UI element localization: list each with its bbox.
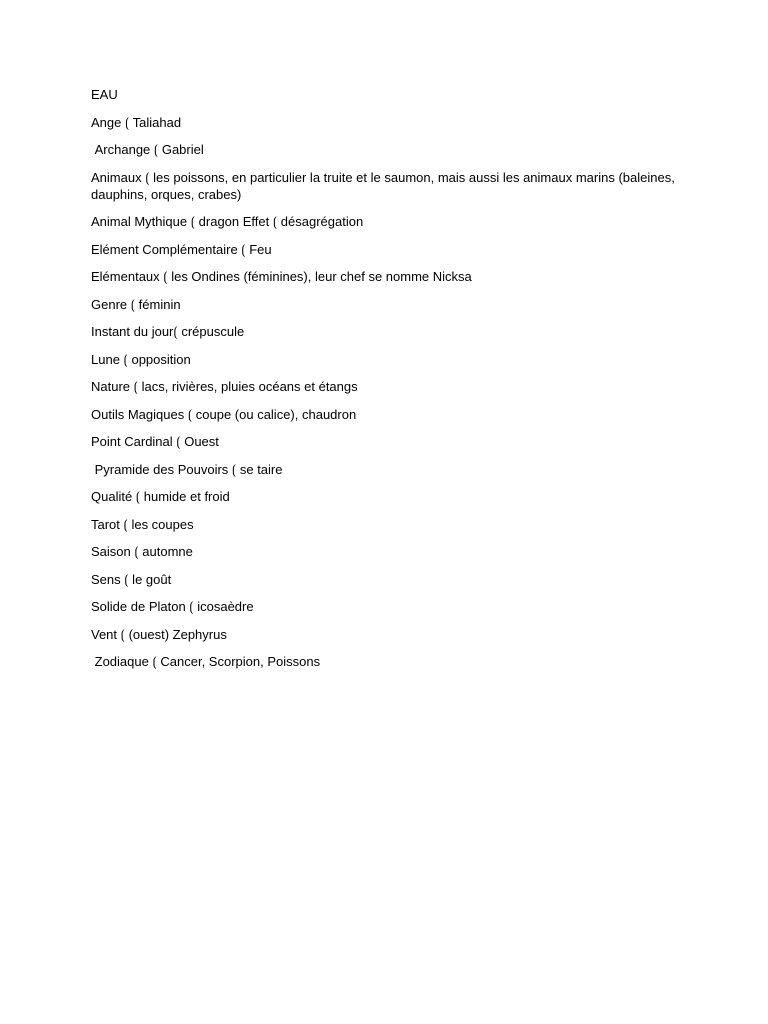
line-qualite: Qualité ⟮ humide et froid [91, 489, 230, 504]
line-lune: Lune ⟮ opposition [91, 351, 191, 367]
line-outils-magiques: Outils Magiques ⟮ coupe (ou calice), chaudron [91, 406, 357, 422]
line-animaux: Animaux ⟮ les poissons, en particulier la truite et le saumon, mais aussi les animaux marins (baleines, dauphins, orques, crabes) [91, 169, 679, 202]
line-instant-du-jour: Instant du jour⟮ crépuscule [91, 324, 245, 339]
line-sens: Sens ⟮ le goût [91, 571, 172, 587]
line-genre: Genre ⟮ féminin [91, 296, 181, 312]
line-solide-de-platon: Solide de Platon ⟮ icosaèdre [91, 599, 254, 614]
line-archange: Archange ⟮ Gabriel [91, 142, 204, 157]
line-element-complementaire: Elément Complémentaire ⟮ Feu [91, 241, 272, 257]
line-saison: Saison ⟮ automne [91, 544, 193, 559]
line-tarot: Tarot ⟮ les coupes [91, 516, 194, 532]
line-point-cardinal: Point Cardinal ⟮ Ouest [91, 434, 219, 449]
line-zodiaque: Zodiaque ⟮ Cancer, Scorpion, Poissons [91, 654, 321, 669]
line-elementaux: Elémentaux ⟮ les Ondines (féminines), leur chef se nomme Nicksa [91, 269, 472, 284]
document-title: EAU [91, 87, 118, 102]
document-body [91, 86, 691, 681]
line-pyramide-des-pouvoirs: Pyramide des Pouvoirs ⟮ se taire [91, 461, 283, 477]
line-ange: Ange ⟮ Taliahad [91, 114, 182, 130]
line-vent: Vent ⟮ (ouest) Zephyrus [91, 626, 227, 642]
line-animal-mythique: Animal Mythique ⟮ dragon Effet ⟮ désagrégation [91, 214, 364, 229]
line-nature: Nature ⟮ lacs, rivières, pluies océans et étangs [91, 379, 358, 394]
